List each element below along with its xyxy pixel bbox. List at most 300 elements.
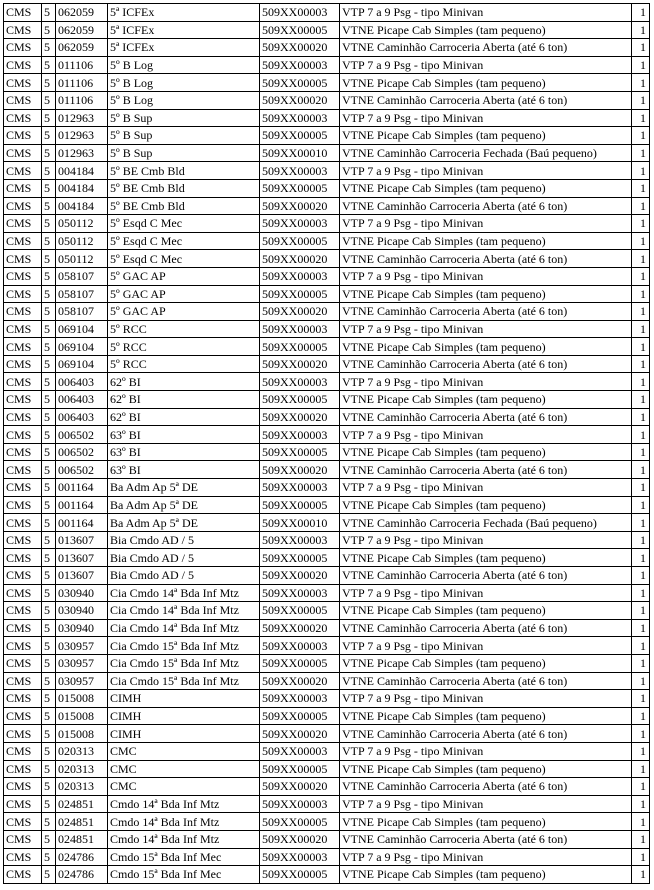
cell-quantity: 1 xyxy=(632,109,650,127)
cell-command: CMS xyxy=(4,672,42,690)
cell-region: 5 xyxy=(42,373,56,391)
cell-unit-code: 058107 xyxy=(56,303,108,321)
cell-region: 5 xyxy=(42,830,56,848)
cell-command: CMS xyxy=(4,654,42,672)
cell-item-code: 509XX00020 xyxy=(260,91,340,109)
cell-quantity: 1 xyxy=(632,496,650,514)
cell-item-code: 509XX00003 xyxy=(260,56,340,74)
cell-item-description: VTNE Caminhão Carroceria Aberta (até 6 ton) xyxy=(340,725,632,743)
cell-item-description: VTP 7 a 9 Psg - tipo Minivan xyxy=(340,426,632,444)
cell-unit-name: Ba Adm Ap 5ª DE xyxy=(108,496,260,514)
table-row xyxy=(4,338,650,356)
cell-item-code: 509XX00005 xyxy=(260,654,340,672)
table-row xyxy=(4,760,650,778)
cell-unit-name: CIMH xyxy=(108,690,260,708)
cell-command: CMS xyxy=(4,39,42,57)
cell-command: CMS xyxy=(4,285,42,303)
cell-region: 5 xyxy=(42,725,56,743)
cell-unit-code: 069104 xyxy=(56,355,108,373)
cell-region: 5 xyxy=(42,443,56,461)
cell-command: CMS xyxy=(4,584,42,602)
cell-item-description: VTNE Picape Cab Simples (tam pequeno) xyxy=(340,496,632,514)
cell-quantity: 1 xyxy=(632,303,650,321)
cell-item-code: 509XX00003 xyxy=(260,373,340,391)
cell-unit-name: Cia Cmdo 14ª Bda Inf Mtz xyxy=(108,602,260,620)
cell-unit-code: 050112 xyxy=(56,232,108,250)
cell-unit-name: CMC xyxy=(108,742,260,760)
table-row xyxy=(4,690,650,708)
cell-unit-code: 013607 xyxy=(56,549,108,567)
cell-quantity: 1 xyxy=(632,637,650,655)
table-row xyxy=(4,848,650,866)
cell-command: CMS xyxy=(4,443,42,461)
table-row xyxy=(4,778,650,796)
cell-unit-code: 013607 xyxy=(56,567,108,585)
cell-region: 5 xyxy=(42,109,56,127)
cell-region: 5 xyxy=(42,338,56,356)
cell-unit-code: 001164 xyxy=(56,496,108,514)
cell-unit-code: 058107 xyxy=(56,285,108,303)
table-row xyxy=(4,514,650,532)
cell-region: 5 xyxy=(42,813,56,831)
table-row xyxy=(4,109,650,127)
cell-unit-name: 5º Esqd C Mec xyxy=(108,250,260,268)
cell-item-description: VTNE Picape Cab Simples (tam pequeno) xyxy=(340,866,632,884)
cell-command: CMS xyxy=(4,479,42,497)
cell-item-code: 509XX00020 xyxy=(260,778,340,796)
cell-unit-name: 5ª ICFEx xyxy=(108,21,260,39)
allocation-table xyxy=(3,3,650,884)
cell-quantity: 1 xyxy=(632,56,650,74)
cell-item-description: VTNE Picape Cab Simples (tam pequeno) xyxy=(340,654,632,672)
cell-region: 5 xyxy=(42,4,56,22)
cell-item-description: VTNE Picape Cab Simples (tam pequeno) xyxy=(340,74,632,92)
cell-region: 5 xyxy=(42,232,56,250)
cell-command: CMS xyxy=(4,496,42,514)
cell-quantity: 1 xyxy=(632,654,650,672)
cell-unit-name: Cmdo 14ª Bda Inf Mtz xyxy=(108,830,260,848)
cell-region: 5 xyxy=(42,496,56,514)
cell-item-description: VTP 7 a 9 Psg - tipo Minivan xyxy=(340,162,632,180)
table-row xyxy=(4,602,650,620)
table-row xyxy=(4,39,650,57)
cell-quantity: 1 xyxy=(632,707,650,725)
cell-unit-name: 5º BE Cmb Bld xyxy=(108,162,260,180)
cell-quantity: 1 xyxy=(632,619,650,637)
cell-item-code: 509XX00005 xyxy=(260,443,340,461)
cell-unit-code: 069104 xyxy=(56,320,108,338)
cell-item-code: 509XX00003 xyxy=(260,848,340,866)
cell-item-code: 509XX00005 xyxy=(260,496,340,514)
table-row xyxy=(4,443,650,461)
table-row xyxy=(4,4,650,22)
cell-unit-code: 020313 xyxy=(56,742,108,760)
cell-command: CMS xyxy=(4,707,42,725)
cell-item-description: VTP 7 a 9 Psg - tipo Minivan xyxy=(340,479,632,497)
cell-region: 5 xyxy=(42,514,56,532)
cell-item-description: VTNE Picape Cab Simples (tam pequeno) xyxy=(340,232,632,250)
cell-unit-code: 062059 xyxy=(56,21,108,39)
cell-unit-code: 030957 xyxy=(56,637,108,655)
cell-region: 5 xyxy=(42,303,56,321)
cell-item-code: 509XX00005 xyxy=(260,285,340,303)
cell-region: 5 xyxy=(42,690,56,708)
cell-command: CMS xyxy=(4,848,42,866)
cell-item-code: 509XX00020 xyxy=(260,567,340,585)
cell-item-description: VTNE Picape Cab Simples (tam pequeno) xyxy=(340,127,632,145)
cell-item-code: 509XX00020 xyxy=(260,408,340,426)
cell-region: 5 xyxy=(42,742,56,760)
table-row xyxy=(4,549,650,567)
cell-item-description: VTP 7 a 9 Psg - tipo Minivan xyxy=(340,531,632,549)
table-body xyxy=(4,4,650,884)
cell-unit-name: 5º B Sup xyxy=(108,109,260,127)
cell-region: 5 xyxy=(42,654,56,672)
cell-item-code: 509XX00003 xyxy=(260,162,340,180)
cell-unit-name: 5º Esqd C Mec xyxy=(108,232,260,250)
table-row xyxy=(4,725,650,743)
cell-unit-name: Cia Cmdo 15ª Bda Inf Mtz xyxy=(108,672,260,690)
table-row xyxy=(4,56,650,74)
cell-item-description: VTNE Caminhão Carroceria Aberta (até 6 ton) xyxy=(340,567,632,585)
table-row xyxy=(4,496,650,514)
cell-item-description: VTP 7 a 9 Psg - tipo Minivan xyxy=(340,690,632,708)
table-row xyxy=(4,91,650,109)
cell-region: 5 xyxy=(42,672,56,690)
cell-unit-name: 5º BE Cmb Bld xyxy=(108,197,260,215)
cell-unit-name: 63º BI xyxy=(108,443,260,461)
cell-quantity: 1 xyxy=(632,39,650,57)
cell-quantity: 1 xyxy=(632,672,650,690)
cell-unit-name: Bia Cmdo AD / 5 xyxy=(108,549,260,567)
cell-command: CMS xyxy=(4,109,42,127)
table-row xyxy=(4,707,650,725)
cell-item-code: 509XX00003 xyxy=(260,479,340,497)
table-row xyxy=(4,654,650,672)
table-row xyxy=(4,426,650,444)
cell-item-description: VTNE Caminhão Carroceria Aberta (até 6 ton) xyxy=(340,778,632,796)
cell-item-code: 509XX00005 xyxy=(260,127,340,145)
cell-item-description: VTP 7 a 9 Psg - tipo Minivan xyxy=(340,584,632,602)
cell-item-code: 509XX00005 xyxy=(260,707,340,725)
cell-item-code: 509XX00005 xyxy=(260,602,340,620)
cell-quantity: 1 xyxy=(632,514,650,532)
cell-command: CMS xyxy=(4,267,42,285)
cell-unit-name: Cia Cmdo 14ª Bda Inf Mtz xyxy=(108,619,260,637)
cell-quantity: 1 xyxy=(632,725,650,743)
cell-region: 5 xyxy=(42,215,56,233)
table-row xyxy=(4,232,650,250)
cell-unit-code: 001164 xyxy=(56,514,108,532)
cell-command: CMS xyxy=(4,215,42,233)
cell-region: 5 xyxy=(42,355,56,373)
table-row xyxy=(4,866,650,884)
cell-item-code: 509XX00020 xyxy=(260,672,340,690)
cell-unit-name: Cmdo 14ª Bda Inf Mtz xyxy=(108,813,260,831)
cell-quantity: 1 xyxy=(632,373,650,391)
cell-unit-name: 63º BI xyxy=(108,461,260,479)
cell-region: 5 xyxy=(42,21,56,39)
cell-region: 5 xyxy=(42,707,56,725)
cell-item-code: 509XX00003 xyxy=(260,109,340,127)
cell-item-description: VTNE Caminhão Carroceria Aberta (até 6 ton) xyxy=(340,830,632,848)
cell-unit-code: 058107 xyxy=(56,267,108,285)
cell-region: 5 xyxy=(42,285,56,303)
cell-command: CMS xyxy=(4,4,42,22)
table-row xyxy=(4,373,650,391)
cell-command: CMS xyxy=(4,162,42,180)
cell-region: 5 xyxy=(42,74,56,92)
cell-unit-code: 006502 xyxy=(56,443,108,461)
cell-item-description: VTNE Picape Cab Simples (tam pequeno) xyxy=(340,179,632,197)
cell-command: CMS xyxy=(4,127,42,145)
cell-quantity: 1 xyxy=(632,549,650,567)
cell-quantity: 1 xyxy=(632,778,650,796)
cell-item-description: VTP 7 a 9 Psg - tipo Minivan xyxy=(340,637,632,655)
cell-unit-code: 012963 xyxy=(56,109,108,127)
cell-item-code: 509XX00005 xyxy=(260,760,340,778)
cell-unit-code: 024851 xyxy=(56,830,108,848)
cell-unit-code: 062059 xyxy=(56,4,108,22)
cell-command: CMS xyxy=(4,549,42,567)
cell-unit-code: 004184 xyxy=(56,179,108,197)
table-row xyxy=(4,303,650,321)
cell-unit-code: 004184 xyxy=(56,197,108,215)
table-row xyxy=(4,479,650,497)
cell-unit-name: 63º BI xyxy=(108,426,260,444)
cell-command: CMS xyxy=(4,795,42,813)
cell-unit-name: Cmdo 15ª Bda Inf Mec xyxy=(108,866,260,884)
cell-command: CMS xyxy=(4,514,42,532)
table-row xyxy=(4,391,650,409)
cell-command: CMS xyxy=(4,303,42,321)
cell-item-code: 509XX00010 xyxy=(260,144,340,162)
cell-unit-name: 5º BE Cmb Bld xyxy=(108,179,260,197)
table-row xyxy=(4,144,650,162)
cell-unit-name: Bia Cmdo AD / 5 xyxy=(108,531,260,549)
cell-unit-name: 5º RCC xyxy=(108,338,260,356)
cell-region: 5 xyxy=(42,408,56,426)
cell-unit-code: 012963 xyxy=(56,127,108,145)
cell-unit-name: 5º B Log xyxy=(108,56,260,74)
table-row xyxy=(4,637,650,655)
cell-region: 5 xyxy=(42,795,56,813)
cell-unit-name: 5ª ICFEx xyxy=(108,4,260,22)
cell-unit-code: 015008 xyxy=(56,707,108,725)
cell-command: CMS xyxy=(4,830,42,848)
cell-unit-name: Cia Cmdo 15ª Bda Inf Mtz xyxy=(108,654,260,672)
table-row xyxy=(4,250,650,268)
table-row xyxy=(4,461,650,479)
cell-unit-name: Bia Cmdo AD / 5 xyxy=(108,567,260,585)
cell-quantity: 1 xyxy=(632,250,650,268)
cell-command: CMS xyxy=(4,813,42,831)
cell-item-description: VTP 7 a 9 Psg - tipo Minivan xyxy=(340,215,632,233)
cell-quantity: 1 xyxy=(632,285,650,303)
cell-item-code: 509XX00020 xyxy=(260,355,340,373)
cell-quantity: 1 xyxy=(632,461,650,479)
cell-command: CMS xyxy=(4,567,42,585)
cell-quantity: 1 xyxy=(632,742,650,760)
cell-item-code: 509XX00003 xyxy=(260,320,340,338)
cell-region: 5 xyxy=(42,426,56,444)
cell-command: CMS xyxy=(4,232,42,250)
table-row xyxy=(4,162,650,180)
cell-quantity: 1 xyxy=(632,426,650,444)
cell-command: CMS xyxy=(4,602,42,620)
cell-unit-code: 030940 xyxy=(56,602,108,620)
cell-quantity: 1 xyxy=(632,760,650,778)
cell-item-code: 509XX00020 xyxy=(260,725,340,743)
cell-quantity: 1 xyxy=(632,479,650,497)
table-row xyxy=(4,285,650,303)
cell-unit-code: 024786 xyxy=(56,866,108,884)
cell-item-code: 509XX00003 xyxy=(260,426,340,444)
cell-command: CMS xyxy=(4,408,42,426)
cell-command: CMS xyxy=(4,355,42,373)
cell-unit-code: 020313 xyxy=(56,778,108,796)
cell-unit-name: 5ª ICFEx xyxy=(108,39,260,57)
cell-unit-code: 020313 xyxy=(56,760,108,778)
cell-quantity: 1 xyxy=(632,567,650,585)
cell-item-code: 509XX00005 xyxy=(260,179,340,197)
cell-command: CMS xyxy=(4,320,42,338)
cell-item-description: VTNE Picape Cab Simples (tam pequeno) xyxy=(340,549,632,567)
cell-unit-name: 62º BI xyxy=(108,408,260,426)
table-row xyxy=(4,355,650,373)
table-row xyxy=(4,584,650,602)
cell-quantity: 1 xyxy=(632,813,650,831)
table-row xyxy=(4,795,650,813)
cell-command: CMS xyxy=(4,74,42,92)
cell-quantity: 1 xyxy=(632,215,650,233)
cell-item-description: VTNE Picape Cab Simples (tam pequeno) xyxy=(340,338,632,356)
cell-command: CMS xyxy=(4,461,42,479)
cell-item-description: VTNE Caminhão Carroceria Aberta (até 6 ton) xyxy=(340,408,632,426)
cell-quantity: 1 xyxy=(632,690,650,708)
cell-item-code: 509XX00003 xyxy=(260,531,340,549)
cell-item-code: 509XX00005 xyxy=(260,549,340,567)
cell-region: 5 xyxy=(42,531,56,549)
cell-unit-name: 5º B Log xyxy=(108,91,260,109)
cell-item-description: VTNE Picape Cab Simples (tam pequeno) xyxy=(340,21,632,39)
cell-unit-code: 030940 xyxy=(56,584,108,602)
cell-item-code: 509XX00020 xyxy=(260,461,340,479)
cell-region: 5 xyxy=(42,461,56,479)
cell-quantity: 1 xyxy=(632,584,650,602)
cell-item-description: VTNE Picape Cab Simples (tam pequeno) xyxy=(340,602,632,620)
table-row xyxy=(4,21,650,39)
cell-item-code: 509XX00003 xyxy=(260,215,340,233)
cell-command: CMS xyxy=(4,426,42,444)
cell-item-description: VTNE Picape Cab Simples (tam pequeno) xyxy=(340,813,632,831)
table-row xyxy=(4,179,650,197)
cell-command: CMS xyxy=(4,531,42,549)
cell-item-description: VTNE Caminhão Carroceria Aberta (até 6 ton) xyxy=(340,303,632,321)
table-row xyxy=(4,813,650,831)
cell-item-code: 509XX00005 xyxy=(260,21,340,39)
cell-item-description: VTP 7 a 9 Psg - tipo Minivan xyxy=(340,742,632,760)
cell-region: 5 xyxy=(42,39,56,57)
cell-region: 5 xyxy=(42,320,56,338)
cell-unit-name: Ba Adm Ap 5ª DE xyxy=(108,514,260,532)
cell-region: 5 xyxy=(42,391,56,409)
cell-unit-name: 5º RCC xyxy=(108,355,260,373)
cell-region: 5 xyxy=(42,848,56,866)
cell-item-code: 509XX00020 xyxy=(260,39,340,57)
cell-item-code: 509XX00005 xyxy=(260,866,340,884)
cell-unit-name: 62º BI xyxy=(108,391,260,409)
cell-item-description: VTNE Picape Cab Simples (tam pequeno) xyxy=(340,391,632,409)
table-row xyxy=(4,531,650,549)
table-row xyxy=(4,619,650,637)
cell-unit-code: 006403 xyxy=(56,391,108,409)
cell-quantity: 1 xyxy=(632,830,650,848)
cell-unit-code: 069104 xyxy=(56,338,108,356)
cell-unit-code: 001164 xyxy=(56,479,108,497)
table-row xyxy=(4,830,650,848)
cell-region: 5 xyxy=(42,584,56,602)
table-row xyxy=(4,197,650,215)
cell-item-code: 509XX00020 xyxy=(260,830,340,848)
cell-unit-code: 011106 xyxy=(56,56,108,74)
cell-quantity: 1 xyxy=(632,602,650,620)
cell-unit-code: 062059 xyxy=(56,39,108,57)
cell-quantity: 1 xyxy=(632,144,650,162)
cell-item-description: VTNE Caminhão Carroceria Aberta (até 6 ton) xyxy=(340,619,632,637)
cell-quantity: 1 xyxy=(632,391,650,409)
cell-item-description: VTNE Caminhão Carroceria Aberta (até 6 ton) xyxy=(340,39,632,57)
cell-command: CMS xyxy=(4,144,42,162)
cell-unit-code: 015008 xyxy=(56,690,108,708)
cell-item-code: 509XX00010 xyxy=(260,514,340,532)
cell-item-description: VTNE Caminhão Carroceria Fechada (Baú pequeno) xyxy=(340,514,632,532)
cell-unit-code: 011106 xyxy=(56,74,108,92)
cell-item-description: VTP 7 a 9 Psg - tipo Minivan xyxy=(340,795,632,813)
cell-region: 5 xyxy=(42,197,56,215)
cell-region: 5 xyxy=(42,56,56,74)
cell-unit-code: 030957 xyxy=(56,654,108,672)
cell-quantity: 1 xyxy=(632,338,650,356)
cell-unit-name: CIMH xyxy=(108,707,260,725)
cell-region: 5 xyxy=(42,567,56,585)
cell-item-description: VTP 7 a 9 Psg - tipo Minivan xyxy=(340,4,632,22)
cell-unit-name: 5º GAC AP xyxy=(108,303,260,321)
cell-item-code: 509XX00005 xyxy=(260,232,340,250)
table-row xyxy=(4,215,650,233)
cell-region: 5 xyxy=(42,127,56,145)
cell-quantity: 1 xyxy=(632,179,650,197)
table-row xyxy=(4,267,650,285)
table-row xyxy=(4,408,650,426)
cell-region: 5 xyxy=(42,637,56,655)
cell-unit-code: 006502 xyxy=(56,426,108,444)
cell-quantity: 1 xyxy=(632,197,650,215)
cell-item-description: VTP 7 a 9 Psg - tipo Minivan xyxy=(340,373,632,391)
cell-item-code: 509XX00005 xyxy=(260,391,340,409)
table-row xyxy=(4,320,650,338)
cell-quantity: 1 xyxy=(632,795,650,813)
cell-quantity: 1 xyxy=(632,162,650,180)
cell-unit-name: Cmdo 15ª Bda Inf Mec xyxy=(108,848,260,866)
cell-unit-name: 5º Esqd C Mec xyxy=(108,215,260,233)
cell-quantity: 1 xyxy=(632,21,650,39)
cell-item-description: VTNE Caminhão Carroceria Aberta (até 6 ton) xyxy=(340,461,632,479)
cell-unit-name: 5º RCC xyxy=(108,320,260,338)
cell-item-description: VTNE Caminhão Carroceria Aberta (até 6 ton) xyxy=(340,91,632,109)
cell-command: CMS xyxy=(4,373,42,391)
cell-command: CMS xyxy=(4,21,42,39)
